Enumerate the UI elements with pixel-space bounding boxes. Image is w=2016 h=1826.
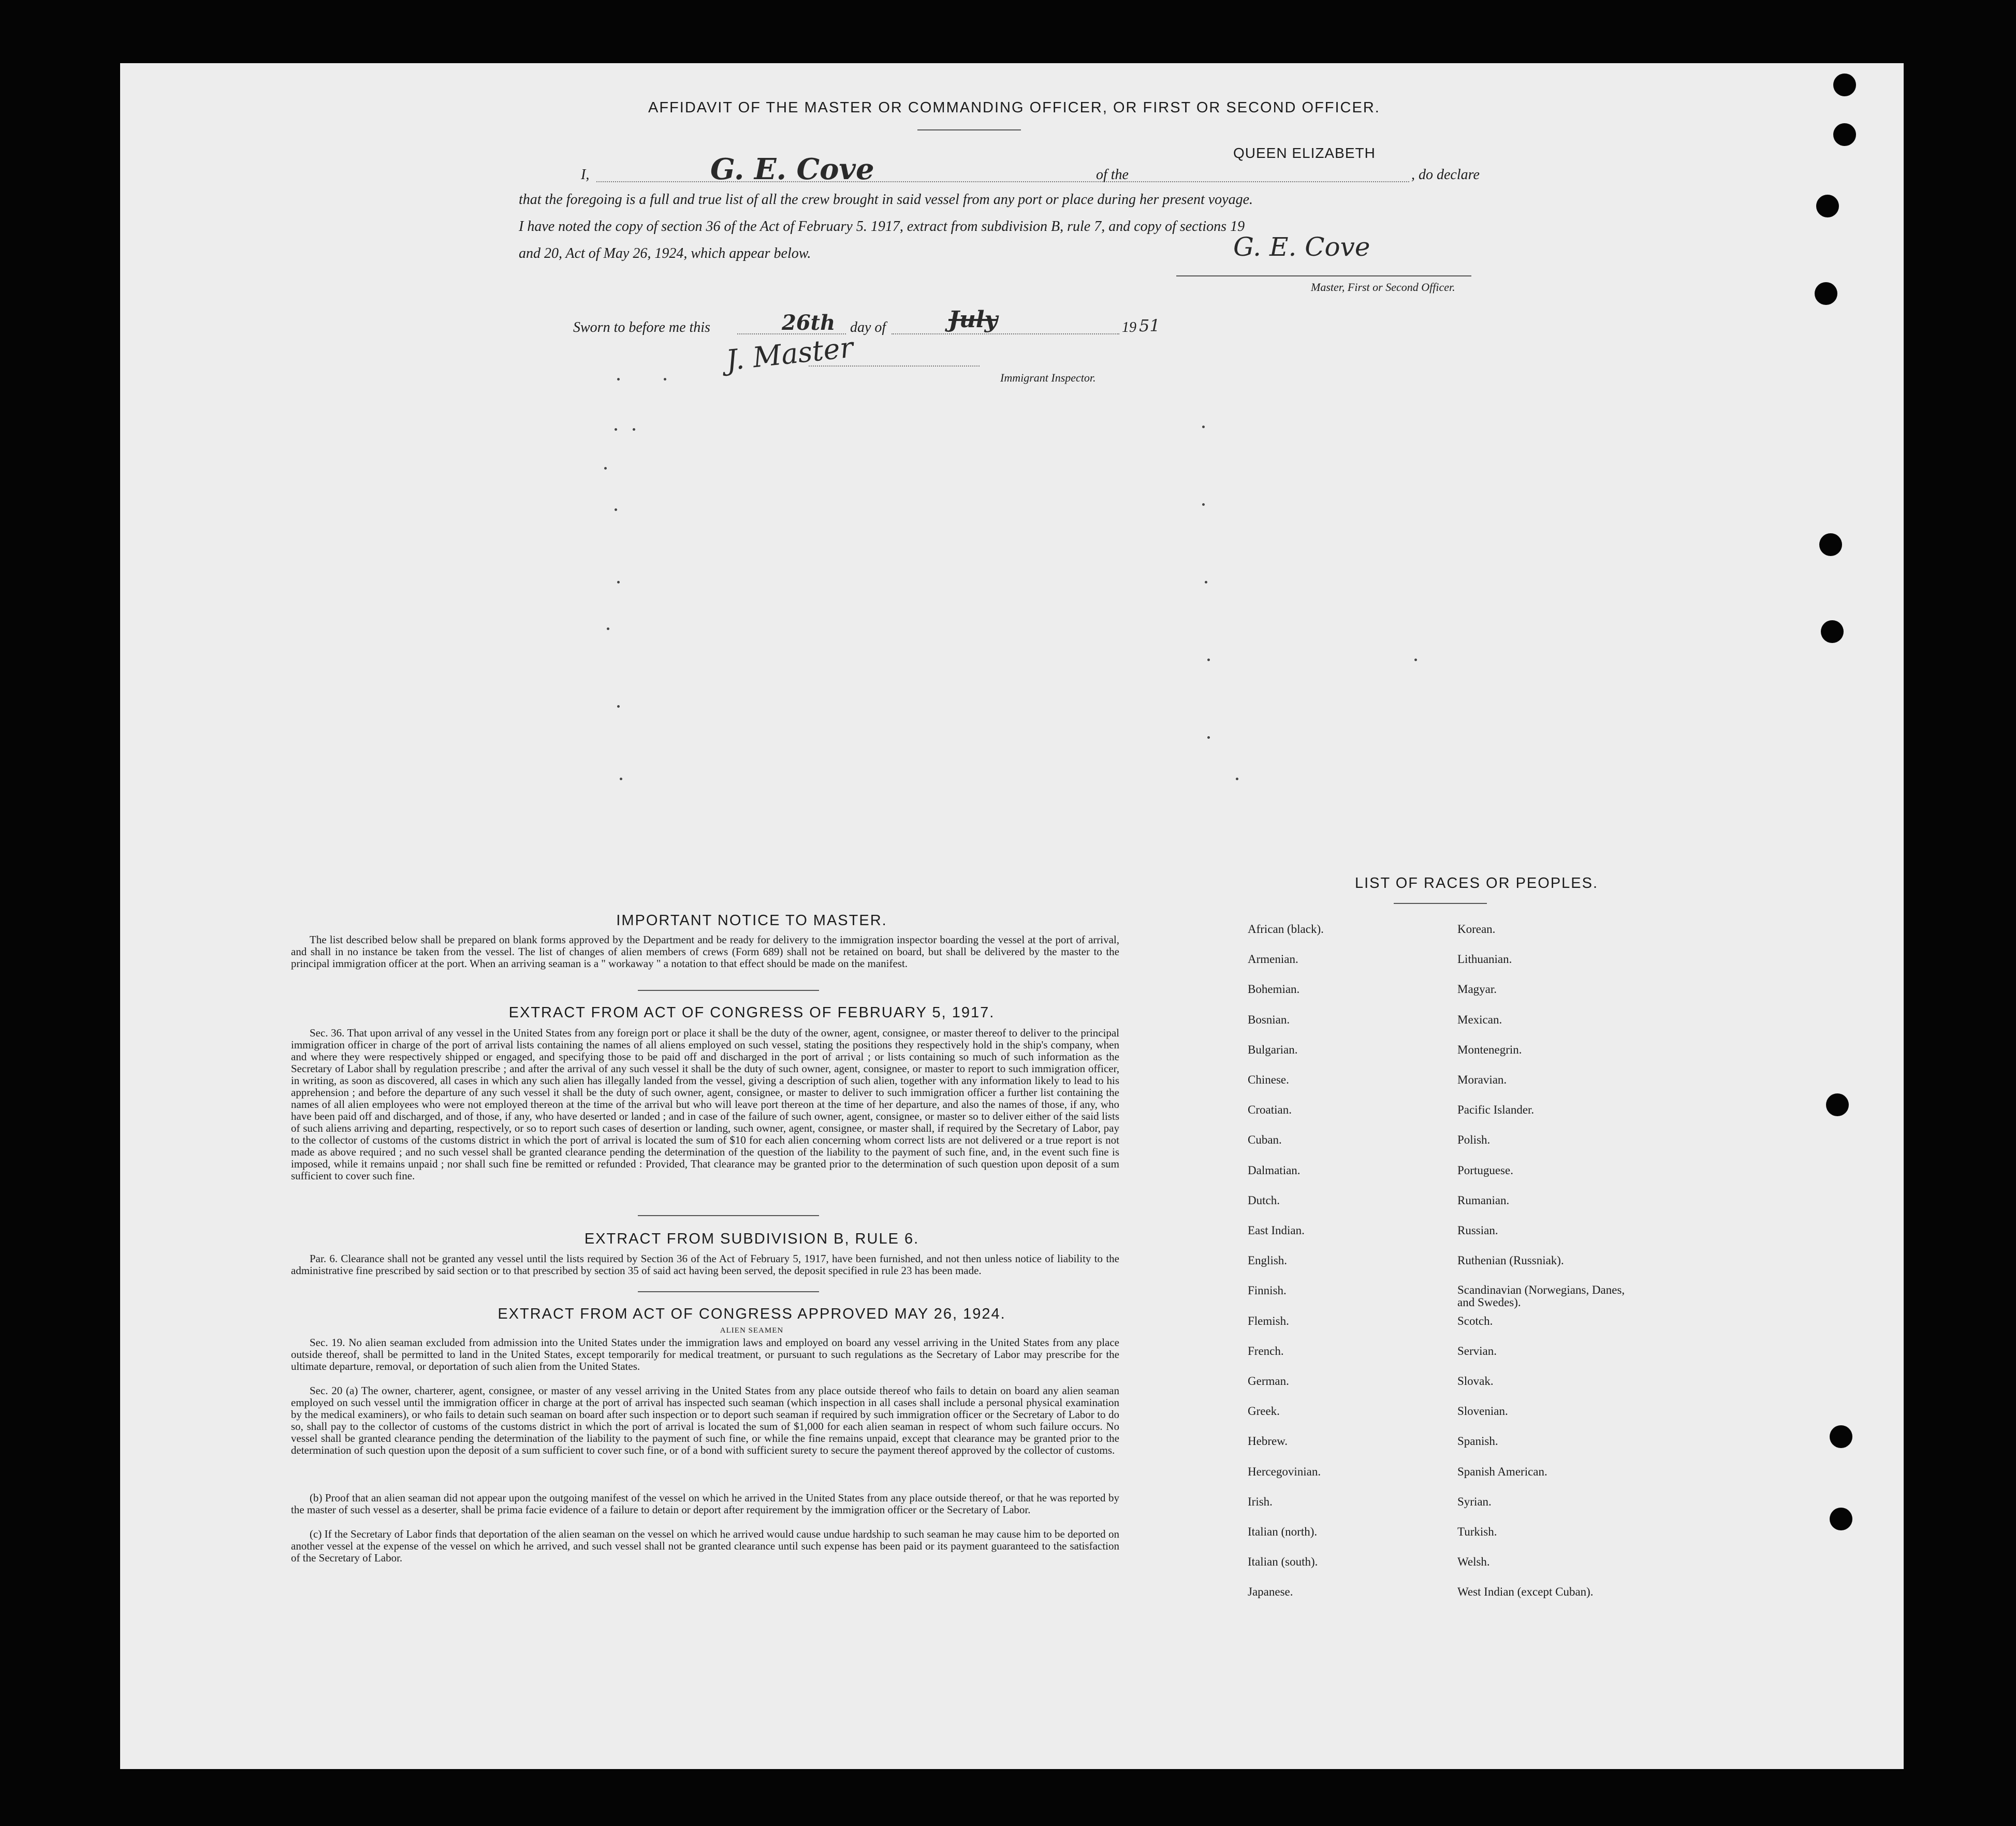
- race-left-item: Croatian.: [1248, 1103, 1292, 1117]
- scan-dot: [607, 627, 609, 630]
- race-left-item: Dalmatian.: [1248, 1163, 1301, 1177]
- scan-dot: [1202, 426, 1205, 428]
- officer-signature: G. E. Cove: [1233, 232, 1370, 262]
- race-right-item: Mexican.: [1457, 1013, 1502, 1026]
- race-left-item: Bosnian.: [1248, 1013, 1290, 1026]
- scan-dot: [620, 778, 622, 780]
- race-right-item: Korean.: [1457, 923, 1496, 936]
- inspector-fill-line: [809, 366, 980, 367]
- declaration-line-4: and 20, Act of May 26, 1924, which appear below.: [519, 245, 811, 261]
- race-left-item: English.: [1248, 1254, 1288, 1267]
- race-right-item: Spanish.: [1457, 1435, 1498, 1448]
- races-divider: [1394, 903, 1487, 904]
- race-left-item: Hercegovinian.: [1248, 1465, 1321, 1478]
- race-left-item: Italian (south).: [1248, 1555, 1318, 1569]
- punch-hole: [1819, 533, 1842, 556]
- document-page: [120, 63, 1904, 1769]
- race-right-item: Servian.: [1457, 1344, 1497, 1357]
- race-right-item: Ruthenian (Russniak).: [1457, 1254, 1564, 1267]
- race-right-item: Scotch.: [1457, 1314, 1493, 1327]
- subdivision-divider: [638, 1291, 819, 1292]
- sec-20b-body: (b) Proof that an alien seaman did not appear upon the outgoing manifest of the vessel on which he arrived in the United States from any place outside thereof, or that he was reported by the master of such vessel as a deserter, shall be prima facie evidence of a failure to detain or deport after requirement by the immigration officer or the Secretary of Labor.: [291, 1492, 1119, 1516]
- punch-hole: [1816, 195, 1839, 217]
- year-suffix: 51: [1139, 316, 1160, 335]
- alien-seamen-subheading: ALIEN SEAMEN: [720, 1326, 784, 1335]
- race-right-item: Magyar.: [1457, 983, 1497, 996]
- race-left-item: Armenian.: [1248, 953, 1298, 966]
- race-left-item: German.: [1248, 1375, 1289, 1387]
- race-right-item: Portuguese.: [1457, 1163, 1513, 1177]
- extract-1917-body: Sec. 36. That upon arrival of any vessel in the United States from any foreign port or place it shall be the duty of the owner, agent, consignee, or master thereof to deliver to the principal immigration officer in charge of the port of arrival lists containing the names of all aliens employed on such vessel, stating the positions they respectively hold in the ship's company, when and where they were respectively shipped or engaged, and specifying those to be paid off and discharged in the port of arrival ; or lists containing so much of such information as the Secretary of Labor shall by regulation prescribe ; and after the arrival of any such vessel it shall be the duty of such owner, agent, consignee, or master to report to such immigration officer, in writing, as soon as discovered, all cases in which any such alien has illegally landed from the vessel, giving a description of such alien, together with any information likely to lead to his apprehension ; and before the departure of any such vessel it shall be the duty of such owner, agent, consignee, or master to deliver to such immigration officer a further list containing the names of all alien employees who were not employed thereon at the time of the arrival but who will leave port thereon at the time of her departure, and also the names of those, if any, who have been paid off and discharged, and of those, if any, who have deserted or landed ; and in case of the failure of such owner, agent, consignee, or master so to deliver either of the said lists of such aliens arriving and departing, respectively, or so to report such cases of desertion or landing, such owner, agent, consignee, or master shall, if required by the Secretary of Labor, pay to the collector of customs of the customs district in which the port of arrival is located the sum of $10 for each alien concerning whom correct lists are not delivered or a true report is not made as above required ; and no such vessel shall be granted clearance pending the determination of the question of the liability to the payment of such fine, and, in the event such fine is imposed, while it remains unpaid ; nor shall such fine be remitted or refunded : Provided, That clearance may be granted prior to the determination of such question upon deposit of a sum sufficient to cover such fine.: [291, 1027, 1119, 1182]
- race-left-item: Dutch.: [1248, 1193, 1280, 1207]
- race-left-item: Bohemian.: [1248, 983, 1300, 996]
- race-right-item: Lithuanian.: [1457, 953, 1512, 966]
- scan-dot: [1414, 659, 1417, 661]
- scan-dot: [1202, 503, 1205, 506]
- sec-20a-body: Sec. 20 (a) The owner, charterer, agent, consignee, or master of any vessel arriving in the United States from any place outside thereof who fails to detain on board any alien seaman employed on such vessel until the immigration officer in charge at the port of arrival has inspected such seaman (which inspection in all cases shall include a personal physical examination by the medical examiners), or who fails to detain such seaman on board after such inspection or to deport such seaman if required by such immigration officer or the Secretary of Labor to do so, shall pay to the collector of customs of the customs district in which the port of arrival is located the sum of $1,000 for each alien seaman in respect of whom such failure occurs. No vessel shall be granted clearance pending the determination of the liability to the payment of such fine, or while the fine remains unpaid, except that clearance may be granted prior to the determination of such question upon the deposit of a sum sufficient to cover such fine, or of a bond with sufficient surety to secure the payment thereof approved by the collector of customs.: [291, 1384, 1119, 1456]
- heading-divider: [917, 129, 1021, 130]
- master-signature: G. E. Cove: [710, 152, 874, 186]
- race-right-item: Polish.: [1457, 1133, 1491, 1147]
- day-of-label: day of: [850, 319, 886, 335]
- race-left-item: Flemish.: [1248, 1314, 1289, 1327]
- race-right-item: Welsh.: [1457, 1555, 1490, 1569]
- scan-dot: [617, 378, 620, 381]
- race-left-item: Chinese.: [1248, 1073, 1289, 1086]
- subdivision-body: Par. 6. Clearance shall not be granted any vessel until the lists required by Section 36 of the Act of February 5, 1917, have been furnished, and not then unless notice of liability to the administrative fine prescribed by said section or to that prescribed by section 35 of said act having been served, the deposit specified in rule 23 has been made.: [291, 1252, 1119, 1277]
- scan-dot: [617, 705, 620, 708]
- race-left-item: African (black).: [1248, 923, 1324, 936]
- punch-hole: [1833, 123, 1856, 146]
- race-right-item: Russian.: [1457, 1224, 1498, 1237]
- race-right-item: Slovenian.: [1457, 1405, 1508, 1418]
- sworn-prefix: Sworn to before me this: [573, 319, 710, 335]
- sworn-month: July: [948, 306, 998, 333]
- race-left-item: Finnish.: [1248, 1284, 1287, 1297]
- punch-hole: [1830, 1508, 1852, 1530]
- scan-dot: [604, 467, 607, 470]
- notice-heading: IMPORTANT NOTICE TO MASTER.: [616, 912, 887, 929]
- extract-1917-divider: [638, 1215, 819, 1216]
- race-left-item: Bulgarian.: [1248, 1043, 1298, 1056]
- scan-dot: [1205, 581, 1207, 583]
- race-right-item: Syrian.: [1457, 1495, 1492, 1508]
- declaration-line-2: that the foregoing is a full and true list of all the crew brought in said vessel from any port or place during her present voyage.: [519, 192, 1253, 208]
- race-left-item: Hebrew.: [1248, 1435, 1288, 1448]
- of-the-label: of the: [1096, 167, 1129, 183]
- race-right-item: Montenegrin.: [1457, 1043, 1522, 1056]
- sec-19-body: Sec. 19. No alien seaman excluded from admission into the United States under the immigration laws and employed on board any vessel arriving in the United States from any place outside thereof, shall be permitted to land in the United States, except temporarily for medical treatment, or pursuant to such regulations as the Secretary of Labor may prescribe for the ultimate departure, removal, or deportation of such alien from the United States.: [291, 1336, 1119, 1372]
- race-left-item: Italian (north).: [1248, 1525, 1318, 1538]
- punch-hole: [1815, 282, 1837, 305]
- punch-hole: [1830, 1425, 1852, 1448]
- signature-line: [1176, 275, 1471, 276]
- race-left-item: Irish.: [1248, 1495, 1273, 1508]
- race-right-item: Turkish.: [1457, 1525, 1497, 1538]
- sec-20c-body: (c) If the Secretary of Labor finds that deportation of the alien seaman on the vessel on which he arrived would cause undue hardship to such seaman he may cause him to be deported on another vessel at the expense of the vessel on which he arrived, and such vessel shall not be granted clearance until such expense has been paid or its payment guaranteed to the satisfaction of the Secretary of Labor.: [291, 1528, 1119, 1564]
- race-right-item: Moravian.: [1457, 1073, 1507, 1086]
- inspector-caption: Immigrant Inspector.: [1000, 371, 1096, 384]
- notice-divider: [638, 990, 819, 991]
- subdivision-heading: EXTRACT FROM SUBDIVISION B, RULE 6.: [584, 1231, 919, 1247]
- signature-caption: Master, First or Second Officer.: [1311, 281, 1455, 294]
- vessel-fill-line: [1156, 181, 1409, 182]
- race-right-item: West Indian (except Cuban).: [1457, 1585, 1594, 1599]
- race-right-item: Scandinavian (Norwegians, Danes, and Swedes).: [1457, 1283, 1625, 1309]
- notice-body: The list described below shall be prepared on blank forms approved by the Department and be ready for delivery to the immigration inspector boarding the vessel at the port of arrival, and shall in no instance be taken from the vessel. The list of changes of alien members of crews (Form 689) shall not be retained on board, but shall be delivered by the master to the principal immigration officer at the port. When an arriving seaman is a " workaway " a notation to that effect should be made on the manifest.: [291, 933, 1119, 970]
- scan-dot: [615, 508, 617, 511]
- year-prefix: 19: [1122, 319, 1136, 335]
- scan-dot: [617, 581, 620, 583]
- races-heading: LIST OF RACES OR PEOPLES.: [1354, 875, 1599, 892]
- punch-hole: [1826, 1093, 1849, 1116]
- race-left-item: Cuban.: [1248, 1133, 1282, 1147]
- race-left-item: East Indian.: [1248, 1224, 1305, 1237]
- do-declare: , do declare: [1411, 167, 1480, 183]
- scan-dot: [1207, 659, 1210, 661]
- i-prefix: I,: [581, 167, 590, 183]
- race-left-item: Greek.: [1248, 1405, 1280, 1418]
- race-left-item: Japanese.: [1248, 1585, 1293, 1599]
- scan-dot: [615, 428, 617, 431]
- race-right-item: Rumanian.: [1457, 1193, 1510, 1207]
- scan-dot: [1207, 736, 1210, 739]
- punch-hole: [1833, 74, 1856, 96]
- declaration-line-3: I have noted the copy of section 36 of the Act of February 5. 1917, extract from subdivision B, rule 7, and copy of sections 19: [519, 218, 1245, 235]
- punch-hole: [1821, 620, 1844, 643]
- race-right-item: Pacific Islander.: [1457, 1103, 1535, 1117]
- scan-dot: [664, 378, 666, 381]
- inspector-signature: J. Master: [724, 331, 855, 377]
- sworn-day: 26th: [782, 311, 836, 335]
- scan-dot: [633, 428, 635, 431]
- race-left-item: French.: [1248, 1344, 1284, 1357]
- month-fill-line: [892, 333, 1119, 334]
- extract-1924-heading: EXTRACT FROM ACT OF CONGRESS APPROVED MAY 26, 1924.: [498, 1306, 1006, 1322]
- vessel-name: QUEEN ELIZABETH: [1233, 145, 1376, 161]
- race-right-item: Spanish American.: [1457, 1465, 1547, 1478]
- affidavit-heading: AFFIDAVIT OF THE MASTER OR COMMANDING OFFICER, OR FIRST OR SECOND OFFICER.: [648, 99, 1380, 116]
- extract-1917-heading: EXTRACT FROM ACT OF CONGRESS OF FEBRUARY 5, 1917.: [508, 1004, 995, 1021]
- scan-dot: [1236, 778, 1238, 780]
- race-right-item: Slovak.: [1457, 1375, 1494, 1387]
